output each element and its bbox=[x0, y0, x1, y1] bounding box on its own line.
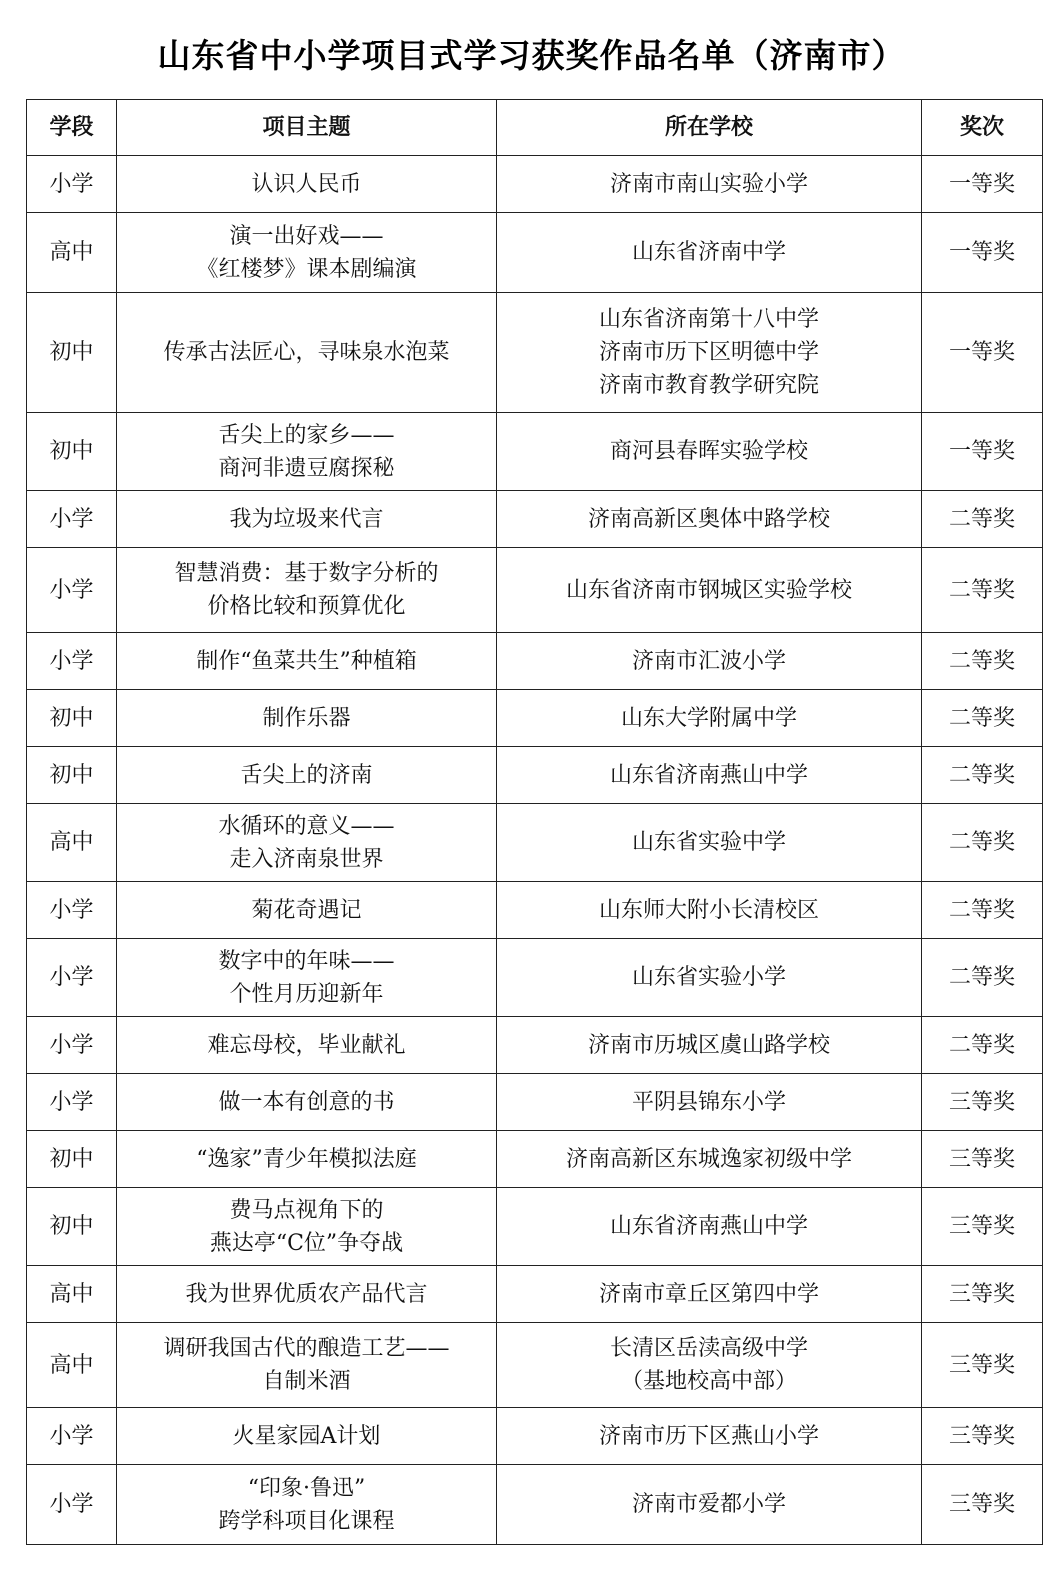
cell-stage: 小学 bbox=[27, 548, 117, 633]
cell-topic bbox=[117, 413, 497, 491]
page-title: 山东省中小学项目式学习获奖作品名单（济南市） bbox=[157, 36, 906, 75]
school-line: 济南高新区东城逸家初级中学 bbox=[565, 1146, 852, 1172]
topic-line: 制作“鱼菜共生”种植箱 bbox=[196, 648, 417, 674]
cell-stage: 小学 bbox=[27, 1408, 117, 1465]
school-line: 山东省实验小学 bbox=[631, 965, 786, 990]
cell-school bbox=[497, 548, 922, 633]
topic-line: 水循环的意义—— bbox=[218, 813, 395, 839]
topic-line: 做一本有创意的书 bbox=[218, 1089, 395, 1115]
school-line: 山东大学附属中学 bbox=[620, 705, 797, 731]
topic-line: 燕达亭“C位”争夺战 bbox=[209, 1230, 404, 1256]
table-row bbox=[27, 1266, 1043, 1323]
topic-line: 智慧消费：基于数字分析的 bbox=[174, 561, 439, 586]
table-header bbox=[27, 100, 1043, 156]
school-line: 山东省济南中学 bbox=[631, 240, 786, 265]
cell-school bbox=[497, 1266, 922, 1323]
school-line: 山东省济南第十八中学 bbox=[598, 307, 819, 332]
school-line: （基地校高中部） bbox=[620, 1369, 797, 1394]
topic-line: 跨学科项目化课程 bbox=[218, 1508, 395, 1534]
cell-topic bbox=[117, 156, 497, 213]
topic-line: 舌尖上的家乡—— bbox=[218, 422, 395, 448]
topic-line: 舌尖上的济南 bbox=[240, 762, 373, 788]
cell-stage: 小学 bbox=[27, 633, 117, 690]
cell-award: 三等奖 bbox=[922, 1074, 1043, 1131]
cell-stage: 小学 bbox=[27, 491, 117, 548]
topic-line: 商河非遗豆腐探秘 bbox=[218, 455, 395, 481]
cell-school bbox=[497, 747, 922, 804]
cell-award: 三等奖 bbox=[922, 1188, 1043, 1266]
cell-topic bbox=[117, 939, 497, 1017]
cell-award: 三等奖 bbox=[922, 1131, 1043, 1188]
cell-award: 二等奖 bbox=[922, 747, 1043, 804]
cell-topic bbox=[117, 1074, 497, 1131]
cell-stage: 初中 bbox=[27, 690, 117, 747]
table-row bbox=[27, 491, 1043, 548]
cell-school bbox=[497, 293, 922, 413]
header-topic: 项目主题 bbox=[117, 100, 497, 156]
topic-line: 数字中的年味—— bbox=[218, 948, 395, 974]
cell-topic bbox=[117, 747, 497, 804]
table-row bbox=[27, 804, 1043, 882]
cell-award: 三等奖 bbox=[922, 1465, 1043, 1545]
school-line: 平阴县锦东小学 bbox=[631, 1089, 786, 1115]
cell-award: 二等奖 bbox=[922, 882, 1043, 939]
table-row bbox=[27, 413, 1043, 491]
cell-stage: 高中 bbox=[27, 213, 117, 293]
header-stage: 学段 bbox=[27, 100, 117, 156]
topic-line: 认识人民币 bbox=[251, 171, 362, 197]
school-line: 济南市教育教学研究院 bbox=[598, 373, 819, 398]
cell-stage: 初中 bbox=[27, 293, 117, 413]
school-line: 济南市历下区明德中学 bbox=[598, 340, 819, 365]
cell-stage: 高中 bbox=[27, 804, 117, 882]
cell-stage: 高中 bbox=[27, 1323, 117, 1408]
school-line: 济南市章丘区第四中学 bbox=[598, 1281, 819, 1307]
topic-line: 价格比较和预算优化 bbox=[207, 594, 406, 619]
cell-stage: 初中 bbox=[27, 413, 117, 491]
topic-line: 《红楼梦》课本剧编演 bbox=[196, 256, 417, 282]
school-line: 山东省济南市钢城区实验学校 bbox=[565, 577, 852, 603]
cell-topic bbox=[117, 882, 497, 939]
school-line: 山东省济南燕山中学 bbox=[609, 762, 808, 788]
school-line: 山东省实验中学 bbox=[631, 830, 786, 855]
table-row bbox=[27, 156, 1043, 213]
topic-line: 火星家园A计划 bbox=[232, 1423, 381, 1449]
cell-topic bbox=[117, 1465, 497, 1545]
cell-award: 二等奖 bbox=[922, 1017, 1043, 1074]
topic-line: “印象·鲁迅” bbox=[247, 1475, 366, 1501]
cell-topic bbox=[117, 1188, 497, 1266]
school-line: 济南高新区奥体中路学校 bbox=[587, 506, 830, 532]
cell-topic bbox=[117, 1408, 497, 1465]
cell-award: 二等奖 bbox=[922, 491, 1043, 548]
topic-line: 走入济南泉世界 bbox=[229, 846, 384, 872]
topic-line: “逸家”青少年模拟法庭 bbox=[196, 1146, 417, 1172]
table-row bbox=[27, 1323, 1043, 1408]
topic-line: 难忘母校，毕业献礼 bbox=[207, 1032, 406, 1058]
topic-line: 我为世界优质农产品代言 bbox=[185, 1281, 428, 1307]
cell-award: 三等奖 bbox=[922, 1266, 1043, 1323]
cell-topic bbox=[117, 293, 497, 413]
table-row bbox=[27, 882, 1043, 939]
topic-line: 制作乐器 bbox=[262, 705, 351, 731]
table-row bbox=[27, 1188, 1043, 1266]
cell-award: 一等奖 bbox=[922, 213, 1043, 293]
cell-school bbox=[497, 156, 922, 213]
topic-line: 演一出好戏—— bbox=[229, 223, 384, 249]
awards-table bbox=[26, 99, 1043, 1545]
topic-line: 自制米酒 bbox=[262, 1369, 351, 1394]
cell-school bbox=[497, 1188, 922, 1266]
cell-school bbox=[497, 1131, 922, 1188]
cell-topic bbox=[117, 690, 497, 747]
school-line: 济南市历城区虞山路学校 bbox=[587, 1032, 830, 1058]
cell-topic bbox=[117, 633, 497, 690]
cell-school bbox=[497, 804, 922, 882]
table-row bbox=[27, 939, 1043, 1017]
cell-award: 一等奖 bbox=[922, 156, 1043, 213]
school-line: 济南市历下区燕山小学 bbox=[598, 1423, 819, 1449]
cell-award: 三等奖 bbox=[922, 1323, 1043, 1408]
cell-award: 一等奖 bbox=[922, 293, 1043, 413]
cell-school bbox=[497, 491, 922, 548]
topic-line: 菊花奇遇记 bbox=[251, 897, 362, 923]
header-school: 所在学校 bbox=[497, 100, 922, 156]
table-row bbox=[27, 293, 1043, 413]
cell-school bbox=[497, 213, 922, 293]
cell-topic bbox=[117, 804, 497, 882]
cell-topic bbox=[117, 1017, 497, 1074]
cell-stage: 初中 bbox=[27, 747, 117, 804]
header-row bbox=[27, 100, 1043, 156]
school-line: 山东省济南燕山中学 bbox=[609, 1214, 808, 1239]
cell-school bbox=[497, 690, 922, 747]
school-line: 长清区岳渎高级中学 bbox=[609, 1336, 808, 1361]
cell-stage: 初中 bbox=[27, 1131, 117, 1188]
cell-school bbox=[497, 939, 922, 1017]
table-row bbox=[27, 633, 1043, 690]
table-row bbox=[27, 1465, 1043, 1545]
topic-line: 传承古法匠心，寻味泉水泡菜 bbox=[163, 340, 450, 365]
cell-stage: 初中 bbox=[27, 1188, 117, 1266]
cell-school bbox=[497, 1074, 922, 1131]
school-line: 济南市汇波小学 bbox=[631, 648, 786, 674]
school-line: 山东师大附小长清校区 bbox=[598, 897, 819, 923]
table-row bbox=[27, 213, 1043, 293]
table-row bbox=[27, 1131, 1043, 1188]
school-line: 商河县春晖实验学校 bbox=[609, 439, 808, 464]
cell-topic bbox=[117, 548, 497, 633]
cell-topic bbox=[117, 1323, 497, 1408]
school-line: 济南市南山实验小学 bbox=[609, 171, 808, 197]
table-row bbox=[27, 690, 1043, 747]
cell-stage: 小学 bbox=[27, 882, 117, 939]
cell-school bbox=[497, 633, 922, 690]
cell-award: 二等奖 bbox=[922, 548, 1043, 633]
cell-stage: 小学 bbox=[27, 1465, 117, 1545]
table-body bbox=[27, 156, 1043, 1545]
table-row bbox=[27, 548, 1043, 633]
cell-award: 二等奖 bbox=[922, 804, 1043, 882]
header-award: 奖次 bbox=[922, 100, 1043, 156]
cell-topic bbox=[117, 491, 497, 548]
table-row bbox=[27, 1017, 1043, 1074]
table-row bbox=[27, 1074, 1043, 1131]
cell-school bbox=[497, 1017, 922, 1074]
cell-award: 二等奖 bbox=[922, 690, 1043, 747]
cell-school bbox=[497, 882, 922, 939]
cell-school bbox=[497, 413, 922, 491]
topic-line: 调研我国古代的酿造工艺—— bbox=[163, 1336, 450, 1361]
cell-school bbox=[497, 1323, 922, 1408]
cell-award: 二等奖 bbox=[922, 633, 1043, 690]
cell-topic bbox=[117, 1266, 497, 1323]
topic-line: 费马点视角下的 bbox=[229, 1197, 384, 1223]
cell-stage: 小学 bbox=[27, 156, 117, 213]
cell-school bbox=[497, 1465, 922, 1545]
cell-award: 二等奖 bbox=[922, 939, 1043, 1017]
cell-school bbox=[497, 1408, 922, 1465]
topic-line: 我为垃圾来代言 bbox=[229, 506, 384, 532]
table-row bbox=[27, 1408, 1043, 1465]
cell-award: 三等奖 bbox=[922, 1408, 1043, 1465]
topic-line: 个性月历迎新年 bbox=[229, 981, 384, 1007]
cell-stage: 高中 bbox=[27, 1266, 117, 1323]
cell-stage: 小学 bbox=[27, 1017, 117, 1074]
cell-award: 一等奖 bbox=[922, 413, 1043, 491]
cell-topic bbox=[117, 213, 497, 293]
table-row bbox=[27, 747, 1043, 804]
cell-stage: 小学 bbox=[27, 939, 117, 1017]
cell-stage: 小学 bbox=[27, 1074, 117, 1131]
school-line: 济南市爱都小学 bbox=[631, 1492, 786, 1517]
cell-topic bbox=[117, 1131, 497, 1188]
